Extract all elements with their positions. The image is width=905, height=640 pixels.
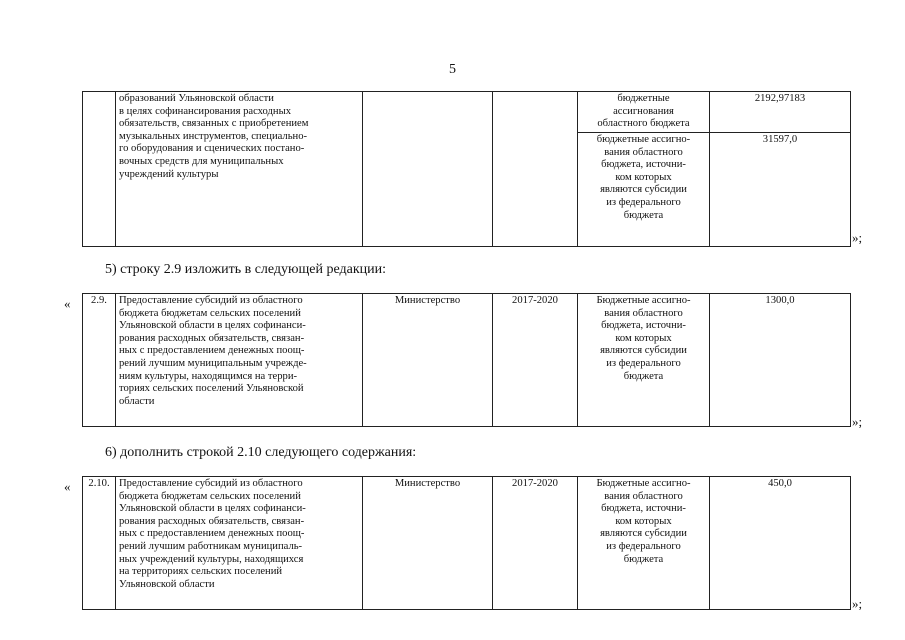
period-cell bbox=[493, 92, 578, 247]
description-cell: образований Ульяновской области в целях софинансирования расходных обязательств, связанных с приобретением музыкальных инструментов, специально- го оборудования и сценических постано- вочных средств для муниципальных учреждений культуры bbox=[116, 92, 363, 247]
closing-quote: »; bbox=[852, 230, 863, 245]
paragraph-5: 5) строку 2.9 изложить в следующей редакции: bbox=[105, 262, 387, 277]
source-cell: Бюджетные ассигно- вания областного бюджета, источни- ком которых являются субсидии из федерального бюджета bbox=[578, 294, 710, 427]
paragraph-6: 6) дополнить строкой 2.10 следующего содержания: bbox=[105, 445, 417, 460]
page-number: 5 bbox=[449, 62, 456, 77]
num-cell bbox=[83, 92, 116, 247]
source-cell: Бюджетные ассигно- вания областного бюджета, источни- ком которых являются субсидии из федерального бюджета bbox=[578, 477, 710, 610]
table-row bbox=[83, 294, 851, 427]
num-cell: 2.9. bbox=[83, 294, 116, 427]
amount-cell: 2192,97183 bbox=[710, 92, 851, 133]
table-continuation bbox=[82, 91, 851, 247]
closing-quote: »; bbox=[852, 414, 863, 429]
num-cell: 2.10. bbox=[83, 477, 116, 610]
amount-cell: 31597,0 bbox=[710, 133, 851, 247]
executor-cell: Министерство bbox=[363, 477, 493, 610]
source-cell: бюджетные ассигно- вания областного бюджета, источни- ком которых являются субсидии из федерального бюджета bbox=[578, 133, 710, 247]
source-cell: бюджетные ассигнования областного бюджета bbox=[578, 92, 710, 133]
opening-quote: « bbox=[64, 296, 71, 311]
period-cell: 2017-2020 bbox=[493, 477, 578, 610]
executor-cell bbox=[363, 92, 493, 247]
period-cell: 2017-2020 bbox=[493, 294, 578, 427]
table-row-2-10 bbox=[82, 476, 851, 610]
description-cell: Предоставление субсидий из областного бюджета бюджетам сельских поселений Ульяновской области в целях софинанси- рования расходных обязательств, связан- ных с предоставлением денежных поощ- рений лучшим муниципальным учрежде- ниям культуры, находящимся на терри- ториях сельских поселений Ульяновской области bbox=[116, 294, 363, 427]
opening-quote: « bbox=[64, 479, 71, 494]
description-cell: Предоставление субсидий из областного бюджета бюджетам сельских поселений Ульяновской области в целях софинанси- рования расходных обязательств, связан- ных с предоставлением денежных поощ- рений лучшим работникам муниципаль- ных учреждений культуры, находящихся на территориях сельских поселений Ульяновской области bbox=[116, 477, 363, 610]
table-row bbox=[83, 92, 851, 133]
executor-cell: Министерство bbox=[363, 294, 493, 427]
amount-cell: 1300,0 bbox=[710, 294, 851, 427]
amount-cell: 450,0 bbox=[710, 477, 851, 610]
table-row-2-9 bbox=[82, 293, 851, 427]
table-row bbox=[83, 477, 851, 610]
closing-quote: »; bbox=[852, 596, 863, 611]
